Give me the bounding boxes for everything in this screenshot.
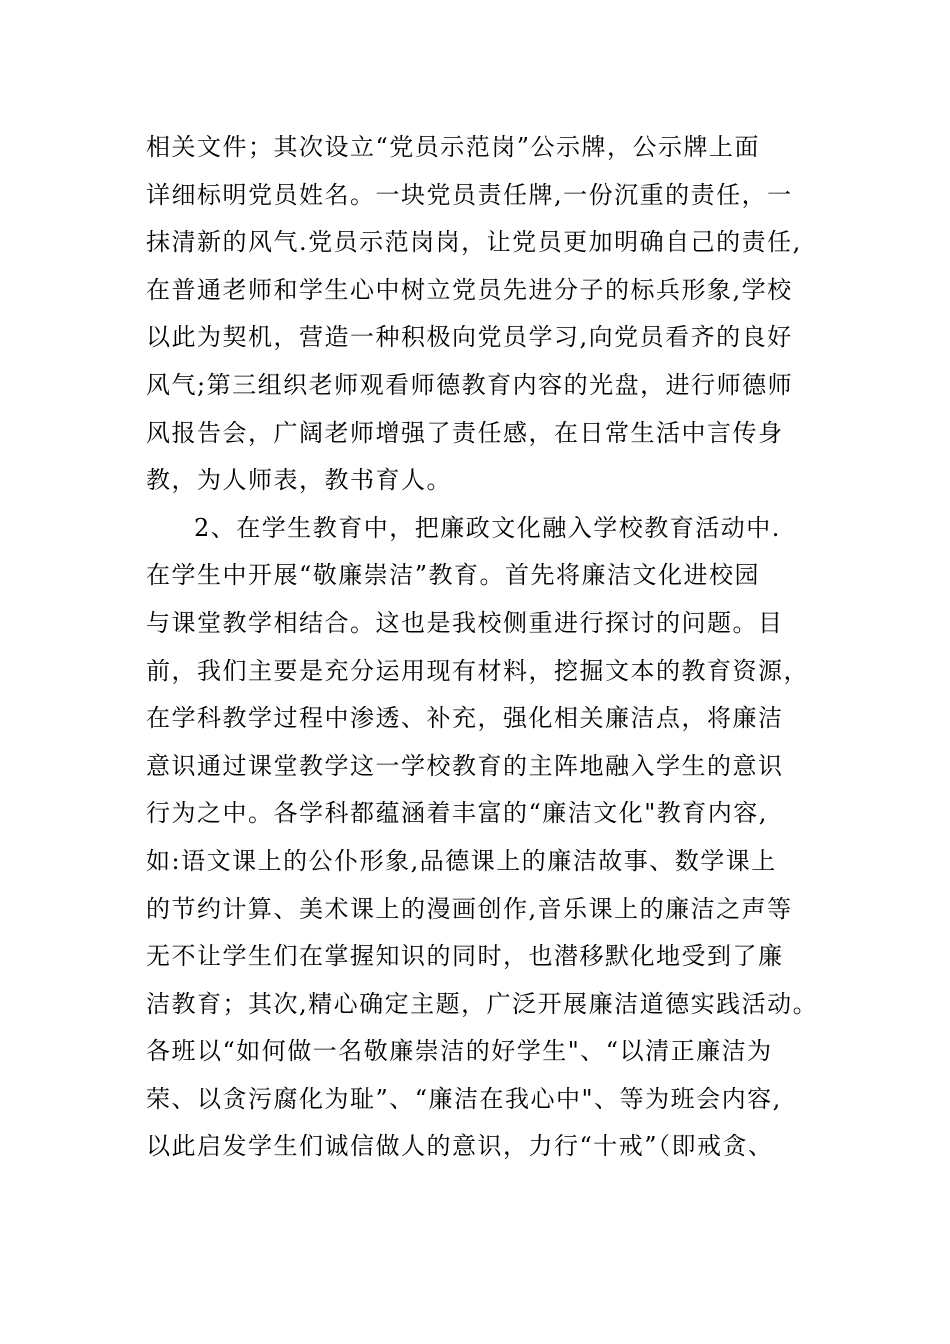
text-line: 在普通老师和学生心中树立党员先进分子的标兵形象,学校 <box>146 275 793 304</box>
text-line: 行为之中。各学科都蕴涵着丰富的“廉洁文化"教育内容, <box>146 799 768 828</box>
text-line: 荣、以贪污腐化为耻”、“廉洁在我心中"、等为班会内容, <box>146 1084 782 1113</box>
text-line: 教，为人师表，教书育人。 <box>146 466 452 495</box>
text-line: 无不让学生们在掌握知识的同时，也潜移默化地受到了廉 <box>146 942 784 971</box>
text-line: 在学科教学过程中渗透、补充，强化相关廉洁点，将廉洁 <box>146 704 784 733</box>
body-text <box>146 124 826 1171</box>
text-line: 前，我们主要是充分运用现有材料，挖掘文本的教育资源， <box>146 656 809 685</box>
text-line: 以此启发学生们诚信做人的意识，力行“十戒”（即戒贪、 <box>146 1132 774 1161</box>
text-line: 风气;第三组织老师观看师德教育内容的光盘，进行师德师 <box>146 370 794 399</box>
text-line: 风报告会，广阔老师增强了责任感，在日常生活中言传身 <box>146 418 784 447</box>
text-line: 在学生中开展“敬廉崇洁”教育。首先将廉洁文化进校园 <box>146 561 761 590</box>
text-line: 以此为契机，营造一种积极向党员学习,向党员看齐的良好 <box>146 323 793 352</box>
text-line: 各班以“如何做一名敬廉崇洁的好学生"、“以清正廉洁为 <box>146 1037 773 1066</box>
text-line: 抹清新的风气.党员示范岗岗，让党员更加明确自己的责任, <box>146 228 802 257</box>
text-line: 洁教育；其次,精心确定主题，广泛开展廉洁道德实践活动。 <box>146 989 819 1018</box>
text-line: 意识通过课堂教学这一学校教育的主阵地融入学生的意识 <box>146 751 784 780</box>
text-line: 与课堂教学相结合。这也是我校侧重进行探讨的问题。目 <box>146 608 784 637</box>
text-line: 的节约计算、美术课上的漫画创作,音乐课上的廉洁之声等 <box>146 894 793 923</box>
text-line: 详细标明党员姓名。一块党员责任牌,一份沉重的责任，一 <box>146 180 793 209</box>
text-line: 相关文件；其次设立“党员示范岗”公示牌，公示牌上面 <box>146 133 761 161</box>
section-heading: 2、在学生教育中，把廉政文化融入学校教育活动中. <box>194 513 781 542</box>
text-line: 如:语文课上的公仆形象,品德课上的廉洁故事、数学课上 <box>146 846 777 875</box>
